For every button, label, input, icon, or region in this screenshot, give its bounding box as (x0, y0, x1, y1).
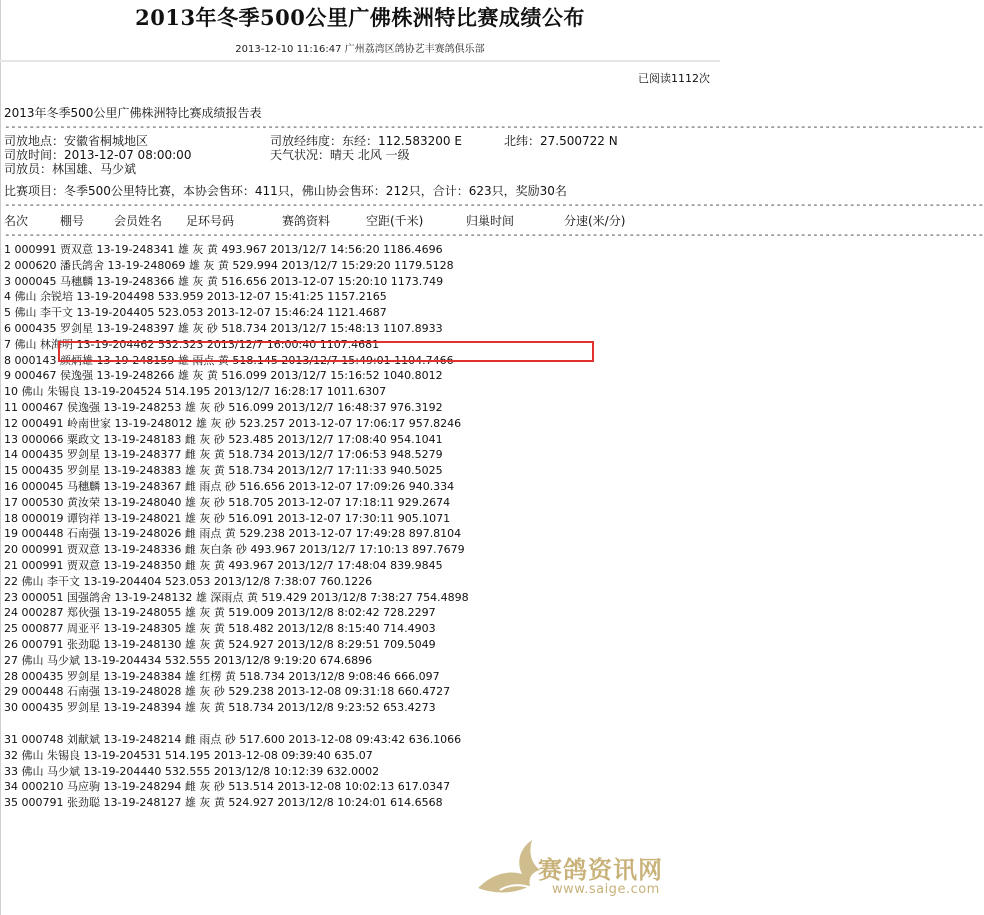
watermark-name: 赛鸽资讯网 (538, 856, 663, 884)
read-count: 已阅读1112次 (638, 72, 710, 85)
table-row: 10 佛山 朱锡良 13-19-204524 514.195 2013/12/7 16:28:17 1011.6307 (4, 385, 387, 399)
table-row: 18 000019 谭钧祥 13-19-248021 雄 灰 砂 516.091 2013-12-07 17:30:11 905.1071 (4, 511, 451, 525)
table-row: 19 000448 石南强 13-19-248026 雌 雨点 黄 529.238 2013-12-07 17:49:28 897.8104 (4, 527, 462, 541)
dash-divider: ---------------------------------------------------------------------------------------------------------------------------------------------------------------- (4, 120, 984, 133)
table-row: 11 000467 侯逸强 13-19-248253 雄 灰 砂 516.099 2013/12/7 16:48:37 976.3192 (4, 400, 443, 414)
table-row: 1 000991 贾双意 13-19-248341 雄 灰 黄 493.967 2013/12/7 14:56:20 1186.4696 (4, 243, 443, 256)
table-row: 31 000748 刘献斌 13-19-248214 雌 雨点 砂 517.600 2013-12-08 09:43:42 636.1066 (4, 732, 462, 746)
table-row: 14 000435 罗剑星 13-19-248377 雌 灰 黄 518.734 2013/12/7 17:06:53 948.5279 (4, 448, 443, 462)
col-member: 会员姓名 (114, 214, 163, 228)
table-row: 22 佛山 李干文 13-19-204404 523.053 2013/12/8 7:38:07 760.1226 (4, 574, 373, 588)
watermark-url: www.saige.com (552, 882, 660, 897)
release-time: 司放时间：2013-12-07 08:00:00 (4, 148, 192, 162)
release-staff: 司放员：林国雄、马少斌 (4, 162, 137, 176)
release-info (4, 134, 634, 176)
title-divider (0, 60, 720, 62)
release-longitude: 司放经纬度：东经：112.583200 E (270, 134, 462, 148)
table-row: 20 000991 贾双意 13-19-248336 雌 灰白条 砂 493.967 2013/12/7 17:10:13 897.7679 (4, 543, 465, 557)
table-row: 7 佛山 林海明 13-19-204462 532.323 2013/12/7 16:00:40 1107.4681 (4, 337, 380, 351)
table-row: 29 000448 石南强 13-19-248028 雄 灰 砂 529.238 2013-12-08 09:31:18 660.4727 (4, 685, 451, 699)
table-row: 24 000287 郑伙强 13-19-248055 雄 灰 黄 519.009 2013/12/8 8:02:42 728.2297 (4, 606, 436, 620)
table-row: 5 佛山 李干文 13-19-204405 523.053 2013-12-07 15:46:24 1121.4687 (4, 306, 387, 320)
table-row: 27 佛山 马少斌 13-19-204434 532.555 2013/12/8 9:19:20 674.6896 (4, 653, 373, 667)
post-meta: 2013-12-10 11:16:47 广州荔湾区鸽协艺丰赛鸽俱乐部 (235, 44, 485, 55)
table-header (4, 212, 634, 230)
col-distance: 空距(千米) (366, 214, 424, 228)
dash-divider: ---------------------------------------------------------------------------------------------------------------------------------------------------------------- (4, 198, 984, 211)
col-pigeon: 赛鸽资料 (282, 214, 331, 228)
table-row: 16 000045 马穗麟 13-19-248367 雌 雨点 砂 516.656 2013-12-07 17:09:26 940.334 (4, 479, 455, 493)
col-loft: 棚号 (60, 214, 85, 228)
table-row: 26 000791 张劲聪 13-19-248130 雄 灰 黄 524.927 2013/12/8 8:29:51 709.5049 (4, 637, 436, 651)
release-latitude: 北纬：27.500722 N (504, 134, 618, 148)
table-row: 34 000210 马应驹 13-19-248294 雌 灰 砂 513.514 2013-12-08 10:02:13 617.0347 (4, 780, 451, 794)
table-row: 21 000991 贾双意 13-19-248350 雌 灰 黄 493.967 2013/12/7 17:48:04 839.9845 (4, 558, 443, 572)
page-title: 2013年冬季500公里广佛株洲特比赛成绩公布 (135, 5, 585, 30)
table-row: 25 000877 周亚平 13-19-248305 雄 灰 黄 518.482 2013/12/8 8:15:40 714.4903 (4, 622, 436, 636)
report-title: 2013年冬季500公里广佛株洲特比赛成绩报告表 (4, 106, 262, 120)
watermark-logo (470, 832, 715, 910)
table-row: 32 佛山 朱锡良 13-19-204531 514.195 2013-12-08 09:39:40 635.07 (4, 748, 373, 762)
table-row: 30 000435 罗剑星 13-19-248394 雄 灰 黄 518.734 2013/12/8 9:23:52 653.4273 (4, 701, 436, 715)
release-location: 司放地点：安徽省桐城地区 (4, 134, 149, 148)
table-row: 33 佛山 马少斌 13-19-204440 532.555 2013/12/8 10:12:39 632.0002 (4, 764, 380, 778)
info-row (4, 148, 634, 162)
page-left-border (0, 0, 1, 915)
table-row: 35 000791 张劲聪 13-19-248127 雄 灰 黄 524.927 2013/12/8 10:24:01 614.6568 (4, 796, 443, 810)
results-table (4, 242, 634, 811)
highlight-box (58, 341, 594, 362)
col-ring: 足环号码 (186, 214, 235, 228)
table-row: 17 000530 黄汝荣 13-19-248040 雄 灰 砂 518.705 2013-12-07 17:18:11 929.2674 (4, 495, 451, 509)
dash-divider: ---------------------------------------------------------------------------------------------------------------------------------------------------------------- (4, 228, 984, 241)
info-row (4, 134, 634, 148)
table-row: 4 佛山 余锐培 13-19-204498 533.959 2013-12-07 15:41:25 1157.2165 (4, 290, 387, 304)
row-gap (4, 716, 634, 732)
report-body (4, 104, 984, 811)
col-speed: 分速(米/分) (564, 214, 626, 228)
race-info: 比赛项目：冬季500公里特比赛，本协会售环：411只，佛山协会售环：212只，合计：623只，奖励30名 (4, 184, 567, 198)
table-row: 6 000435 罗剑星 13-19-248397 雄 灰 砂 518.734 2013/12/7 15:48:13 1107.8933 (4, 321, 443, 335)
table-row: 9 000467 侯逸强 13-19-248266 雄 灰 黄 516.099 2013/12/7 15:16:52 1040.8012 (4, 369, 443, 383)
table-row: 13 000066 粟政文 13-19-248183 雌 灰 砂 523.485 2013/12/7 17:08:40 954.1041 (4, 432, 443, 446)
table-row: 8 000143 颜炳雄 13-19-248159 雄 雨点 黄 518.145 2013/12/7 15:49:01 1104.7466 (4, 353, 454, 367)
weather: 天气状况：晴天 北风 一级 (270, 148, 410, 162)
col-rank: 名次 (4, 214, 29, 228)
table-row: 15 000435 罗剑星 13-19-248383 雄 灰 黄 518.734 2013/12/7 17:11:33 940.5025 (4, 464, 443, 478)
table-row: 28 000435 罗剑星 13-19-248384 雄 红楞 黄 518.734 2013/12/8 9:08:46 666.097 (4, 669, 440, 683)
info-row (4, 162, 634, 176)
table-row: 23 000051 国强鸽舍 13-19-248132 雄 深雨点 黄 519.429 2013/12/8 7:38:27 754.4898 (4, 590, 469, 604)
col-arrival: 归巢时间 (466, 214, 515, 228)
table-row: 2 000620 潘氏鸽舍 13-19-248069 雄 灰 黄 529.994 2013/12/7 15:29:20 1179.5128 (4, 258, 454, 272)
table-row: 3 000045 马穗麟 13-19-248366 雄 灰 黄 516.656 2013-12-07 15:20:10 1173.749 (4, 274, 444, 288)
table-row: 12 000491 岭南世家 13-19-248012 雄 灰 砂 523.257 2013-12-07 17:06:17 957.8246 (4, 416, 462, 430)
